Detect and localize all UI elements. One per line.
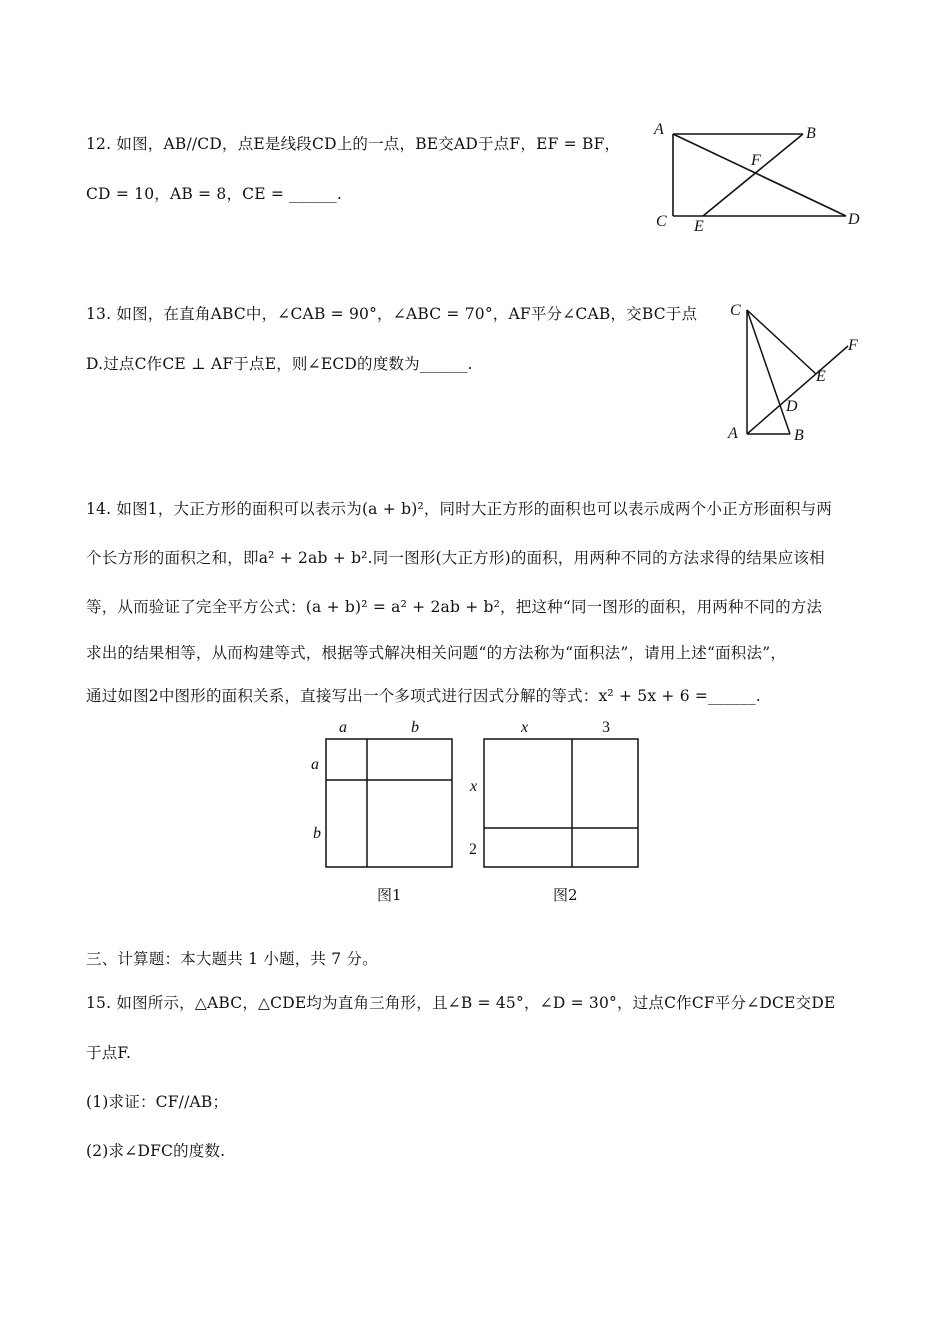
q13-line-2: D.过点C作CE ⊥ AF于点E，则∠ECD的度数为______.	[86, 355, 473, 373]
q14-line-4: 求出的结果相等，从而构建等式，根据等式解决相关问题“的方法称为“面积法”，请用上述“面积法”，	[86, 644, 787, 662]
fig2-left-x: x	[470, 778, 478, 795]
q15-line-1: 15. 如图所示，△ABC，△CDE均为直角三角形，且∠B = 45°，∠D = 30°，过点C作CF平分∠DCE交DE	[86, 994, 836, 1012]
q12-label-b: B	[806, 125, 816, 142]
q15-part-1: (1)求证：CF//AB；	[86, 1093, 229, 1111]
q13-label-f: F	[848, 337, 858, 354]
q14-line-3: 等，从而验证了完全平方公式：(a + b)² = a² + 2ab + b²，把这种“同一图形的面积，用两种不同的方法	[86, 598, 823, 616]
q14-line-2: 个长方形的面积之和，即a² + 2ab + b².同一图形(大正方形)的面积，用两种不同的方法求得的结果应该相	[86, 549, 825, 567]
fig1-left-a: a	[311, 756, 319, 773]
q12-line-2: CD = 10，AB = 8，CE = ______.	[86, 185, 342, 203]
q12-label-c: C	[656, 213, 667, 230]
q12-figure	[648, 118, 870, 238]
q12-label-a: A	[654, 121, 664, 138]
section3-heading: 三、计算题：本大题共 1 小题，共 7 分。	[86, 950, 378, 968]
q13-line-1: 13. 如图，在直角ABC中，∠CAB = 90°，∠ABC = 70°，AF平分∠CAB，交BC于点	[86, 305, 698, 323]
q14-figure-2	[464, 716, 644, 872]
q13-label-c: C	[730, 302, 741, 319]
fig2-top-3: 3	[602, 719, 610, 736]
fig1-caption: 图1	[377, 886, 402, 904]
q12-label-d: D	[848, 211, 860, 228]
q12-segment-ad	[673, 134, 846, 216]
q13-figure	[720, 298, 868, 446]
q15-part-2: (2)求∠DFC的度数.	[86, 1142, 226, 1160]
q13-label-e: E	[816, 368, 826, 385]
q13-label-d: D	[786, 398, 798, 415]
q14-line-1: 14. 如图1，大正方形的面积可以表示为(a + b)²，同时大正方形的面积也可以表示成两个小正方形面积与两	[86, 500, 833, 518]
q12-label-f: F	[751, 152, 761, 169]
q13-segment-af	[747, 346, 848, 434]
fig2-caption: 图2	[553, 886, 578, 904]
q12-segment-be	[703, 134, 803, 216]
fig1-left-b: b	[313, 825, 321, 842]
q13-label-b: B	[794, 427, 804, 444]
q14-figure-1	[306, 716, 456, 872]
q13-label-a: A	[728, 425, 738, 442]
fig2-top-x: x	[521, 719, 529, 736]
fig1-top-a: a	[339, 719, 347, 736]
q15-line-2: 于点F.	[86, 1044, 132, 1062]
fig1-top-b: b	[411, 719, 419, 736]
q12-line-1: 12. 如图，AB//CD，点E是线段CD上的一点，BE交AD于点F，EF = BF，	[86, 135, 621, 153]
q14-line-5: 通过如图2中图形的面积关系，直接写出一个多项式进行因式分解的等式：x² + 5x + 6 =______.	[86, 687, 761, 705]
q12-label-e: E	[694, 218, 704, 235]
fig2-left-2: 2	[469, 841, 477, 858]
